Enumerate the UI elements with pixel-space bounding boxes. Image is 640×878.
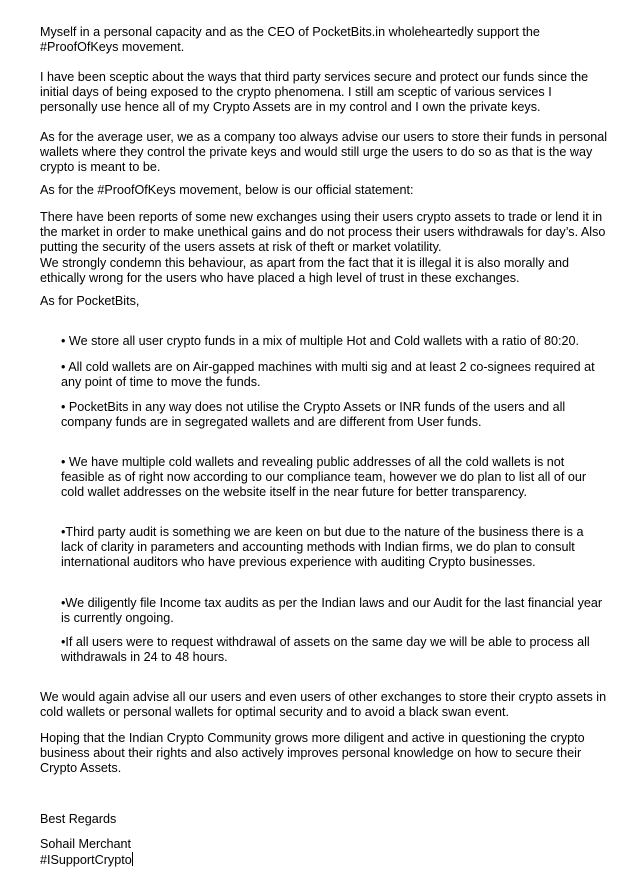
text-line: •If all users were to request withdrawal of assets on the same day we will be able to process all [61, 635, 590, 649]
bullet-item [61, 525, 609, 571]
text-line: As for the #ProofOfKeys movement, below is our official statement: [40, 183, 414, 197]
text-line: initial days of being exposed to the crypto phenomena. I still am sceptic of various services I [40, 85, 552, 100]
text-line: I have been sceptic about the ways that third party services secure and protect our funds since the [40, 70, 589, 84]
pocketbits-heading [40, 294, 612, 309]
signoff-regards [40, 812, 612, 827]
bullet-item [61, 400, 609, 430]
text-line: withdrawals in 24 to 48 hours. [61, 650, 228, 665]
reports-paragraph [40, 210, 612, 286]
text-line: is currently ongoing. [61, 611, 174, 626]
signer-hashtag-line[interactable] [40, 852, 612, 868]
text-line: #ProofOfKeys movement. [40, 40, 185, 55]
text-line: any point of time to move the funds. [61, 375, 261, 390]
intro-paragraph [40, 25, 612, 55]
bullet-item [61, 360, 609, 390]
text-line: putting the security of the users assets at risk of theft or market volatility. [40, 240, 442, 255]
text-line: As for the average user, we as a company too always advise our users to store their funds in personal [40, 130, 608, 144]
bullet-item [61, 635, 609, 665]
text-line: There have been reports of some new exchanges using their users crypto assets to trade or lend it in [40, 210, 603, 224]
bullet-item [61, 596, 609, 626]
text-line: We would again advise all our users and even users of other exchanges to store their crypto assets in [40, 690, 607, 704]
text-line: Crypto Assets. [40, 761, 122, 776]
advise-paragraph [40, 690, 612, 720]
text-line: the market in order to make unethical gains and do not process their users withdrawals for day’s. Also [40, 225, 606, 240]
hoping-paragraph [40, 731, 612, 777]
text-line: cold wallet addresses on the website itself in the near future for better transparency. [61, 485, 527, 500]
text-cursor [132, 852, 133, 866]
text-line: business about their rights and also actively improves personal knowledge on how to secure their [40, 746, 582, 761]
text-line: • We store all user crypto funds in a mix of multiple Hot and Cold wallets with a ratio of 80:20. [61, 334, 579, 348]
text-line: lack of clarity in parameters and accounting methods with Indian firms, we do plan to consult [61, 540, 575, 555]
text-line: ethically wrong for the users who have placed a high level of trust in these exchanges. [40, 270, 520, 285]
average-user-paragraph [40, 130, 612, 176]
text-line: •Third party audit is something we are keen on but due to the nature of the business there is a [61, 525, 584, 539]
text-line: feasible as of right now according to our compliance team, however we do plan to list all of our [61, 470, 587, 485]
text-line: • All cold wallets are on Air-gapped machines with multi sig and at least 2 co-signees required at [61, 360, 595, 374]
text-line: crypto is meant to be. [40, 160, 161, 175]
signer-hashtag: #ISupportCrypto [40, 853, 132, 868]
text-line: Myself in a personal capacity and as the CEO of PocketBits.in wholeheartedly support the [40, 25, 540, 39]
text-line: •We diligently file Income tax audits as per the Indian laws and our Audit for the last financial year [61, 596, 603, 610]
statement-intro-paragraph [40, 183, 612, 198]
text-line: We strongly condemn this behaviour, as apart from the fact that it is illegal it is also morally and [40, 255, 569, 270]
text-line: • PocketBits in any way does not utilise the Crypto Assets or INR funds of the users and all [61, 400, 566, 414]
bullet-item [61, 334, 609, 349]
text-line: personally use hence all of my Crypto Assets are in my control and I own the private keys. [40, 100, 541, 115]
signer-name: Sohail Merchant [40, 837, 132, 851]
signoff-block [40, 837, 612, 868]
text-line: cold wallets or personal wallets for optimal security and to avoid a black swan event. [40, 705, 510, 720]
bullet-item [61, 455, 609, 501]
text-line: company funds are in segregated wallets and are different from User funds. [61, 415, 482, 430]
text-line: Best Regards [40, 812, 117, 826]
text-line: international auditors who have previous experience with auditing Crypto businesses. [61, 555, 536, 570]
text-line: wallets where they control the private keys and would still urge the users to do so as that is the way [40, 145, 593, 160]
text-line: • We have multiple cold wallets and revealing public addresses of all the cold wallets is not [61, 455, 565, 469]
text-line: Hoping that the Indian Crypto Community grows more diligent and active in questioning the crypto [40, 731, 585, 745]
text-line: As for PocketBits, [40, 294, 140, 308]
sceptic-paragraph [40, 70, 612, 116]
